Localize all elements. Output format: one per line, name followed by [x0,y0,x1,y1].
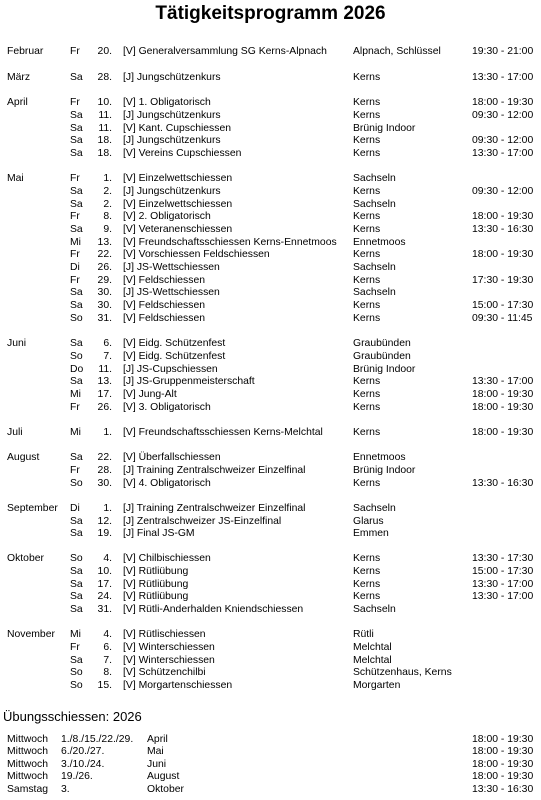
day-number: 30. [97,300,112,311]
weekday: Sa [70,123,83,134]
weekday: Mi [70,427,81,438]
weekday: Fr [70,173,80,184]
event-name: [V] 3. Obligatorisch [123,402,211,413]
practice-row [0,745,541,758]
event-name: [V] Generalversammlung SG Kerns-Alpnach [123,46,327,57]
weekday: Sa [70,591,83,602]
event-time: 18:00 - 19:30 [472,402,534,413]
event-location: Sachseln [353,287,396,298]
practice-dates: 19./26. [61,771,93,782]
day-number: 22. [97,452,112,463]
event-name: [V] Vorschiessen Feldschiessen [123,249,270,260]
event-name: [V] Winterschiessen [123,642,215,653]
event-name: [J] JS-Wettschiessen [123,262,220,273]
event-time: 13:30 - 16:30 [472,478,534,489]
schedule-row [0,590,541,603]
month-label: August [7,452,40,463]
event-name: [V] Feldschiessen [123,313,206,324]
day-number: 6. [103,338,112,349]
day-number: 22. [97,249,112,260]
weekday: Fr [70,211,80,222]
weekday: So [70,553,83,564]
event-location: Melchtal [353,655,392,666]
event-name: [V] Chilbischiessen [123,553,211,564]
event-location: Kerns [353,211,381,222]
day-number: 13. [97,237,112,248]
schedule-row [0,565,541,578]
month-label: Februar [7,46,44,57]
day-number: 10. [97,566,112,577]
event-location: Sachseln [353,262,396,273]
event-name: [V] Überfallschiessen [123,452,221,463]
practice-dates: 3./10./24. [61,759,105,770]
month-label: März [7,72,31,83]
event-name: [J] JS-Gruppenmeisterschaft [123,376,255,387]
event-location: Sachseln [353,173,396,184]
day-number: 2. [103,186,112,197]
event-name: [V] Rütliübung [123,579,189,590]
event-time: 18:00 - 19:30 [472,211,534,222]
day-number: 29. [97,275,112,286]
event-location: Sachseln [353,604,396,615]
event-name: [V] Freundschaftsschiessen Kerns-Ennetmoos [123,237,337,248]
practice-dates: 1./8./15./22./29. [61,734,134,745]
weekday: So [70,667,83,678]
event-name: [V] Einzelwettschiessen [123,199,233,210]
event-location: Glarus [353,516,384,527]
event-time: 19:30 - 21:00 [472,46,534,57]
event-name: [V] 4. Obligatorisch [123,478,211,489]
event-time: 18:00 - 19:30 [472,389,534,400]
event-location: Kerns [353,186,381,197]
day-number: 26. [97,262,112,273]
weekday: Fr [70,402,80,413]
weekday: Fr [70,465,80,476]
event-location: Emmen [353,528,389,539]
schedule-row [0,210,541,223]
day-number: 24. [97,591,112,602]
weekday: Sa [70,528,83,539]
event-time: 13:30 - 17:00 [472,579,534,590]
day-number: 13. [97,376,112,387]
day-number: 11. [98,364,112,375]
event-time: 15:00 - 17:30 [472,300,534,311]
weekday: Sa [70,338,83,349]
weekday: Fr [70,97,80,108]
day-number: 30. [97,287,112,298]
event-time: 13:30 - 17:00 [472,72,534,83]
event-name: [J] Jungschützenkurs [123,186,221,197]
day-number: 20. [97,46,112,57]
day-number: 10. [97,97,112,108]
event-location: Graubünden [353,351,411,362]
schedule-row [0,147,541,160]
day-number: 15. [97,680,112,691]
event-time: 17:30 - 19:30 [472,275,534,286]
event-location: Graubünden [353,338,411,349]
schedule-row [0,628,541,641]
event-time: 09:30 - 11:45 [472,313,533,324]
event-location: Kerns [353,300,381,311]
schedule-row [0,45,541,58]
month-label: Juni [7,338,27,349]
practice-time: 18:00 - 19:30 [472,734,534,745]
day-number: 2. [103,199,112,210]
day-number: 11. [98,110,112,121]
event-name: [J] Training Zentralschweizer Einzelfinal [123,465,306,476]
event-time: 13:30 - 16:30 [472,224,534,235]
event-name: [V] Morgartenschiessen [123,680,233,691]
event-time: 15:00 - 17:30 [472,566,534,577]
event-name: [V] 2. Obligatorisch [123,211,211,222]
schedule-row [0,451,541,464]
event-time: 09:30 - 12:00 [472,135,534,146]
day-number: 18. [97,148,112,159]
event-name: [V] Feldschiessen [123,275,206,286]
schedule-row [0,388,541,401]
event-location: Kerns [353,566,381,577]
day-number: 9. [103,224,112,235]
event-location: Kerns [353,249,381,260]
practice-row [0,770,541,783]
schedule-row [0,527,541,540]
event-name: [V] Rütlischiessen [123,629,206,640]
day-number: 28. [97,465,112,476]
day-number: 18. [97,135,112,146]
day-number: 28. [97,72,112,83]
practice-time: 18:00 - 19:30 [472,771,534,782]
event-location: Kerns [353,553,381,564]
event-location: Kerns [353,376,381,387]
event-name: [J] JS-Cupschiessen [123,364,218,375]
page-title: Tätigkeitsprogramm 2026 [155,3,386,24]
schedule-row [0,337,541,350]
event-name: [J] JS-Wettschiessen [123,287,220,298]
weekday: Mi [70,237,81,248]
day-number: 6. [103,642,112,653]
event-name: [V] Jung-Alt [123,389,177,400]
practice-time: 18:00 - 19:30 [472,759,534,770]
weekday: Sa [70,186,83,197]
event-location: Kerns [353,402,381,413]
schedule-row [0,350,541,363]
event-location: Kerns [353,97,381,108]
practice-title: Übungsschiessen: 2026 [3,709,142,724]
schedule-row [0,603,541,616]
schedule-row [0,477,541,490]
practice-dates: 6./20./27. [61,746,105,757]
event-name: [V] Veteranenschiessen [123,224,233,235]
weekday: Mi [70,389,81,400]
event-name: [J] Zentralschweizer JS-Einzelfinal [123,516,282,527]
event-name: [J] Final JS-GM [123,528,195,539]
event-location: Brünig Indoor [353,465,416,476]
event-time: 18:00 - 19:30 [472,249,534,260]
schedule-row [0,96,541,109]
day-number: 4. [103,629,112,640]
day-number: 11. [98,123,112,134]
event-location: Kerns [353,427,381,438]
weekday: Fr [70,275,80,286]
event-location: Kerns [353,72,381,83]
event-time: 09:30 - 12:00 [472,110,534,121]
event-name: [V] Rütli-Anderhalden Kniendschiessen [123,604,304,615]
weekday: So [70,351,83,362]
event-time: 13:30 - 17:00 [472,591,534,602]
day-number: 31. [97,604,112,615]
practice-month: August [147,771,180,782]
schedule-row [0,641,541,654]
schedule-row [0,312,541,325]
day-number: 1. [103,173,112,184]
event-location: Ennetmoos [353,452,406,463]
weekday: Sa [70,300,83,311]
schedule-row [0,401,541,414]
schedule-row [0,286,541,299]
schedule-row [0,223,541,236]
event-name: [V] Rütliübung [123,591,189,602]
event-time: 13:30 - 17:00 [472,148,534,159]
day-number: 26. [97,402,112,413]
event-time: 09:30 - 12:00 [472,186,534,197]
practice-weekday: Mittwoch [7,734,48,745]
practice-month: Juni [147,759,167,770]
event-location: Sachseln [353,199,396,210]
day-number: 8. [103,211,112,222]
schedule-row [0,134,541,147]
schedule-row [0,261,541,274]
event-time: 18:00 - 19:30 [472,427,534,438]
schedule-row [0,426,541,439]
event-name: [V] Vereins Cupschiessen [123,148,242,159]
event-name: [V] Winterschiessen [123,655,215,666]
schedule-row [0,248,541,261]
practice-weekday: Mittwoch [7,759,48,770]
weekday: So [70,313,83,324]
event-location: Sachseln [353,503,396,514]
schedule-row [0,666,541,679]
event-location: Kerns [353,591,381,602]
event-name: [J] Training Zentralschweizer Einzelfinal [123,503,306,514]
event-location: Kerns [353,148,381,159]
schedule-row [0,552,541,565]
weekday: Sa [70,579,83,590]
practice-weekday: Samstag [7,784,49,795]
event-name: [V] Rütliübung [123,566,189,577]
day-number: 31. [97,313,112,324]
weekday: Sa [70,655,83,666]
event-name: [J] Jungschützenkurs [123,72,221,83]
day-number: 7. [103,351,112,362]
weekday: Sa [70,110,83,121]
event-name: [V] Freundschaftsschiessen Kerns-Melchtal [123,427,323,438]
day-number: 12. [97,516,112,527]
day-number: 17. [97,579,112,590]
month-label: Oktober [7,553,44,564]
event-name: [V] Kant. Cupschiessen [123,123,232,134]
weekday: Fr [70,46,80,57]
weekday: Do [70,364,84,375]
event-name: [V] Einzelwettschiessen [123,173,233,184]
month-label: November [7,629,55,640]
event-location: Ennetmoos [353,237,406,248]
schedule-row [0,679,541,692]
event-location: Brünig Indoor [353,364,416,375]
event-time: 13:30 - 17:30 [472,553,534,564]
practice-weekday: Mittwoch [7,746,48,757]
event-name: [V] 1. Obligatorisch [123,97,211,108]
event-name: [V] Eidg. Schützenfest [123,351,226,362]
event-time: 13:30 - 17:00 [472,376,534,387]
weekday: Sa [70,376,83,387]
event-location: Kerns [353,579,381,590]
event-location: Schützenhaus, Kerns [353,667,452,678]
weekday: Di [70,503,80,514]
weekday: Sa [70,566,83,577]
event-name: [V] Feldschiessen [123,300,206,311]
weekday: So [70,680,83,691]
weekday: Sa [70,516,83,527]
weekday: Sa [70,148,83,159]
event-name: [V] Eidg. Schützenfest [123,338,226,349]
event-time: 18:00 - 19:30 [472,97,534,108]
practice-time: 18:00 - 19:30 [472,746,534,757]
schedule-row [0,71,541,84]
event-location: Kerns [353,389,381,400]
event-location: Alpnach, Schlüssel [353,46,441,57]
practice-weekday: Mittwoch [7,771,48,782]
weekday: Di [70,262,80,273]
schedule-row [0,464,541,477]
event-location: Kerns [353,275,381,286]
month-label: September [7,503,58,514]
day-number: 17. [97,389,112,400]
practice-month: April [147,734,168,745]
practice-time: 13:30 - 16:30 [472,784,534,795]
practice-month: Mai [147,746,164,757]
weekday: Sa [70,604,83,615]
day-number: 19. [97,528,112,539]
day-number: 30. [97,478,112,489]
event-name: [V] Schützenchilbi [123,667,206,678]
schedule-row [0,375,541,388]
event-location: Brünig Indoor [353,123,416,134]
event-location: Rütli [353,629,374,640]
event-location: Morgarten [353,680,401,691]
weekday: So [70,478,83,489]
practice-month: Oktober [147,784,184,795]
weekday: Sa [70,452,83,463]
weekday: Sa [70,224,83,235]
day-number: 4. [103,553,112,564]
month-label: Mai [7,173,24,184]
weekday: Fr [70,249,80,260]
schedule-row [0,172,541,185]
event-name: [J] Jungschützenkurs [123,135,221,146]
schedule-row [0,502,541,515]
day-number: 8. [103,667,112,678]
event-location: Kerns [353,135,381,146]
month-label: April [7,97,28,108]
event-location: Kerns [353,110,381,121]
practice-dates: 3. [61,784,70,795]
event-location: Melchtal [353,642,392,653]
schedule-row [0,299,541,312]
event-location: Kerns [353,478,381,489]
day-number: 1. [103,427,112,438]
practice-row [0,783,541,796]
schedule-row [0,185,541,198]
weekday: Mi [70,629,81,640]
day-number: 1. [103,503,112,514]
month-label: Juli [7,427,23,438]
weekday: Sa [70,135,83,146]
weekday: Sa [70,72,83,83]
event-location: Kerns [353,313,381,324]
schedule-row [0,109,541,122]
event-location: Kerns [353,224,381,235]
weekday: Sa [70,199,83,210]
weekday: Sa [70,287,83,298]
event-name: [J] Jungschützenkurs [123,110,221,121]
day-number: 7. [103,655,112,666]
weekday: Fr [70,642,80,653]
